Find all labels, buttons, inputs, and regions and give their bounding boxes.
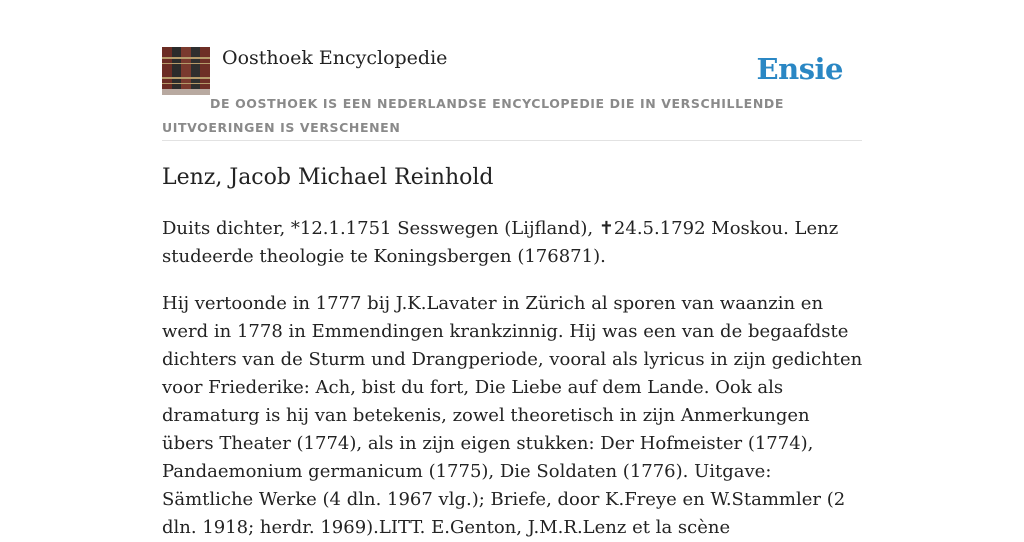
article-paragraph: Duits dichter, *12.1.1751 Sesswegen (Lijfland), ✝24.5.1792 Moskou. Lenz studeerde theologie te Koningsbergen (176871). — [162, 218, 839, 267]
article-title: Lenz, Jacob Michael Reinhold — [162, 165, 494, 190]
site-header — [162, 46, 862, 141]
article — [162, 162, 866, 542]
book-spines-icon — [162, 47, 210, 95]
article-paragraph: Hij vertoonde in 1777 bij J.K.Lavater in Zürich al sporen van waanzin en werd in 1778 in Emmendingen krankzinnig. Hij was een van de begaafdste dichters van de Sturm und Drangperiode, vooral als lyricus in zijn gedichten voor Friederike: Ach, bist du fort, Die Liebe auf dem Lande. Ook als dramaturg is hij van betekenis, zowel theoretisch in zijn Anmerkungen übers Theater (1774), als in zijn eigen stukken: Der Hofmeister (1774), Pandaemonium germanicum (1775), Die Soldaten (1776). Uitgave: Sämtliche Werke (4 dln. 1967 vlg.); Briefe, door K.Freye en W.Stammler (2 dln. 1918; herdr. 1969).LITT. E.Genton, J.M.R.Lenz et la scène — [162, 293, 863, 538]
site-name[interactable]: Oosthoek Encyclopedie — [222, 47, 448, 69]
site-avatar[interactable] — [162, 47, 210, 95]
site-tagline: DE OOSTHOEK IS EEN NEDERLANDSE ENCYCLOPEDIE DIE IN VERSCHILLENDE UITVOERINGEN IS VERSCHENEN — [162, 96, 784, 135]
ensie-logo[interactable]: Ensie — [756, 52, 843, 86]
